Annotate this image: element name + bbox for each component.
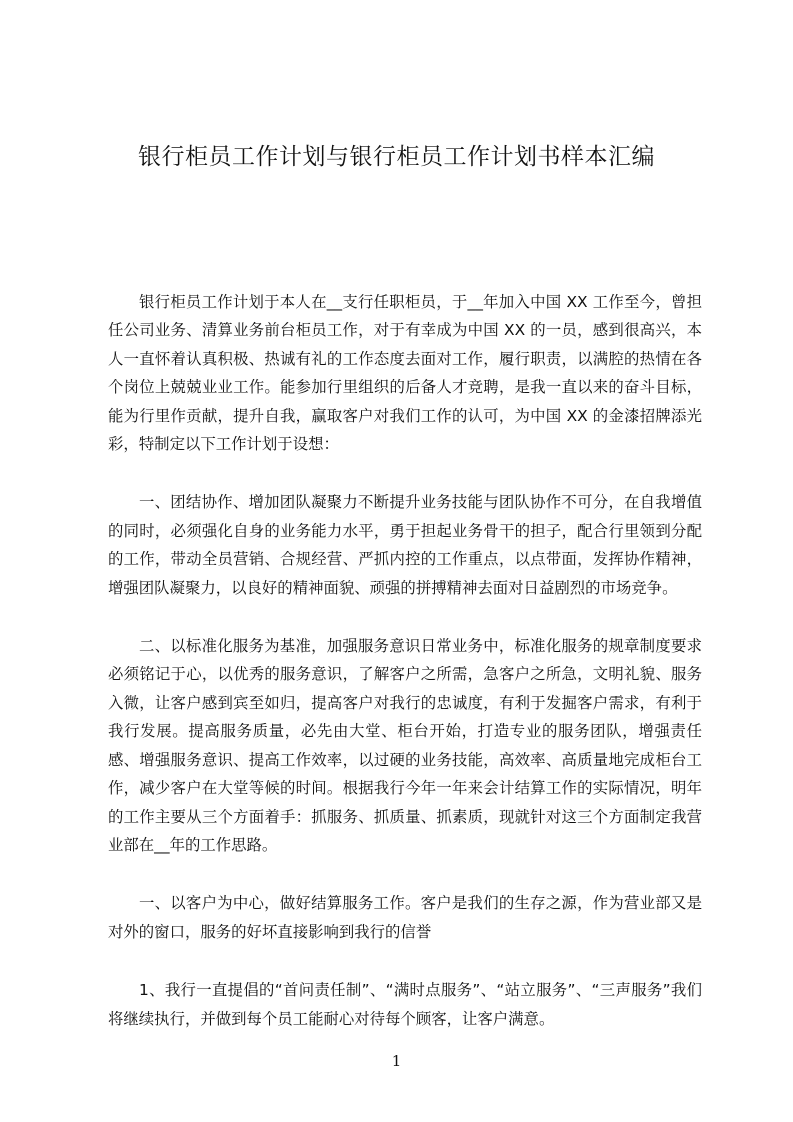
paragraph-teamwork: 一、团结协作、增加团队凝聚力不断提升业务技能与团队协作不可分，在自我增值的同时，必须强化自身的业务能力水平，勇于担起业务骨干的担子，配合行里领到分配的工作，带动全员营销、合规经营、严抓内控的工作重点，以点带面，发挥协作精神，增强团队凝聚力，以良好的精神面貌、顽强的拼搏精神去面对日益剧烈的市场竞争。: [108, 493, 702, 597]
document-title: 银行柜员工作计划与银行柜员工作计划书样本汇编: [138, 144, 655, 170]
document-body: [108, 288, 702, 1063]
paragraph-customer-center: 一、以客户为中心，做好结算服务工作。客户是我们的生存之源，作为营业部又是对外的窗口，服务的好坏直接影响到我行的信誉: [108, 894, 702, 941]
paragraph-service-item-1: 1、我行一直提倡的“首问责任制”、“满时点服务”、“站立服务”、“三声服务”我们将继续执行，并做到每个员工能耐心对待每个顾客，让客户满意。: [108, 981, 702, 1028]
paragraph-service-standard: 二、以标准化服务为基准，加强服务意识日常业务中，标准化服务的规章制度要求必须铭记于心，以优秀的服务意识，了解客户之所需，急客户之所急，文明礼貌、服务入微，让客户感到宾至如归，提高客户对我行的忠诚度，有利于发掘客户需求，有利于我行发展。提高服务质量，必先由大堂、柜台开始，打造专业的服务团队，增强责任感、增强服务意识、提高工作效率，以过硬的业务技能，高效率、高质量地完成柜台工作，减少客户在大堂等候的时间。根据我行今年一年来会计结算工作的实际情况，明年的工作主要从三个方面着手：抓服务、抓质量、抓素质，现就针对这三个方面制定我营业部在__年的工作思路。: [108, 637, 702, 854]
page-number: 1: [391, 1052, 402, 1070]
paragraph-intro: 银行柜员工作计划于本人在__支行任职柜员，于__年加入中国 XX 工作至今，曾担任公司业务、清算业务前台柜员工作，对于有幸成为中国 XX 的一员，感到很高兴，本人一直怀着认真积极、热诚有礼的工作态度去面对工作，履行职责，以满腔的热情在各个岗位上兢兢业业工作。能参加行里组织的后备人才竞聘，是我一直以来的奋斗目标，能为行里作贡献，提升自我，赢取客户对我们工作的认可，为中国 XX 的金漆招牌添光彩，特制定以下工作计划于设想：: [108, 293, 702, 454]
